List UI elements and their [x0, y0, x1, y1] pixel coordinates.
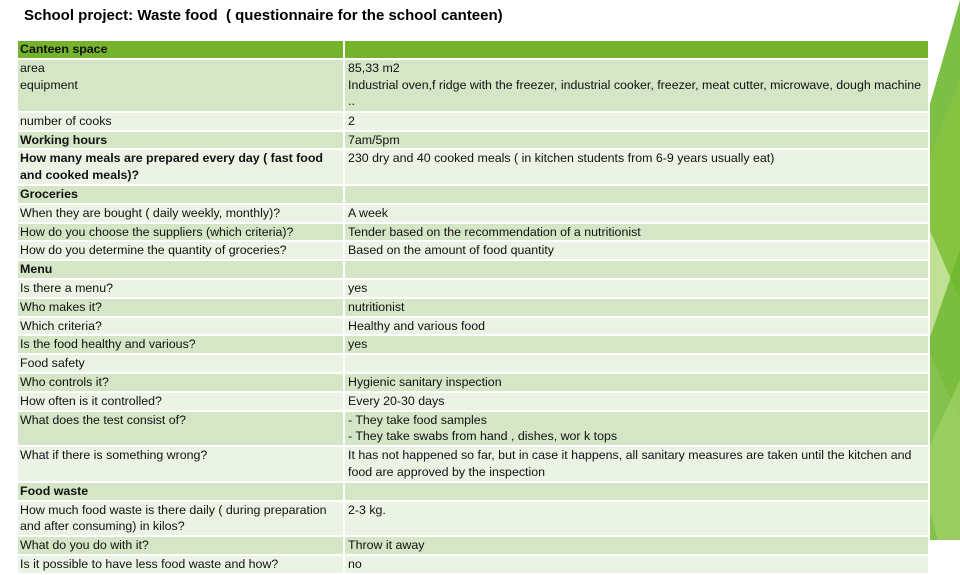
- answer-cell: 85,33 m2 Industrial oven,f ridge with the freezer, industrial cooker, freezer, meat cutter, microwave, dough machine ..: [344, 59, 929, 112]
- question-cell: area equipment: [17, 59, 344, 112]
- question-cell: How often is it controlled?: [17, 392, 344, 411]
- page-title: School project: Waste food ( questionnaire for the school canteen): [24, 7, 503, 24]
- answer-cell: It has not happened so far, but in case it happens, all sanitary measures are taken until the kitchen and food are approved by the inspection: [344, 446, 929, 482]
- question-cell: Is the food healthy and various?: [17, 335, 344, 354]
- table-row: [17, 501, 929, 537]
- answer-cell: Based on the amount of food quantity: [344, 241, 929, 260]
- table-row: [17, 335, 929, 354]
- question-cell: Is there a menu?: [17, 279, 344, 298]
- question-cell: number of cooks: [17, 112, 344, 131]
- table-row: [17, 298, 929, 317]
- table-row: [17, 373, 929, 392]
- answer-cell: [344, 40, 929, 59]
- question-cell: Who makes it?: [17, 298, 344, 317]
- answer-cell: [344, 482, 929, 501]
- questionnaire-table: [16, 39, 930, 575]
- answer-cell: no: [344, 555, 929, 574]
- answer-cell: [344, 260, 929, 279]
- answer-cell: 2: [344, 112, 929, 131]
- answer-cell: nutritionist: [344, 298, 929, 317]
- question-cell: What if there is something wrong?: [17, 446, 344, 482]
- answer-cell: - They take food samples - They take swabs from hand , dishes, wor k tops: [344, 411, 929, 447]
- table-row: [17, 112, 929, 131]
- question-cell: Food safety: [17, 354, 344, 373]
- table-row: [17, 185, 929, 204]
- answer-cell: 7am/5pm: [344, 131, 929, 150]
- table-row: [17, 536, 929, 555]
- question-cell: When they are bought ( daily weekly, monthly)?: [17, 204, 344, 223]
- table-row: [17, 149, 929, 185]
- answer-cell: yes: [344, 335, 929, 354]
- table-row: [17, 392, 929, 411]
- question-cell: How do you determine the quantity of groceries?: [17, 241, 344, 260]
- answer-cell: 230 dry and 40 cooked meals ( in kitchen students from 6-9 years usually eat): [344, 149, 929, 185]
- question-cell: Groceries: [17, 185, 344, 204]
- table-row: [17, 204, 929, 223]
- table-row: [17, 555, 929, 574]
- question-cell: Which criteria?: [17, 317, 344, 336]
- answer-cell: [344, 354, 929, 373]
- table-row: [17, 446, 929, 482]
- question-cell: How much food waste is there daily ( during preparation and after consuming) in kilos?: [17, 501, 344, 537]
- answer-cell: Tender based on the recommendation of a nutritionist: [344, 223, 929, 242]
- table-row: [17, 131, 929, 150]
- table-row: [17, 59, 929, 112]
- table-row: [17, 317, 929, 336]
- answer-cell: 2-3 kg.: [344, 501, 929, 537]
- table-row: [17, 482, 929, 501]
- question-cell: How many meals are prepared every day ( fast food and cooked meals)?: [17, 149, 344, 185]
- table-row: [17, 40, 929, 59]
- answer-cell: A week: [344, 204, 929, 223]
- answer-cell: yes: [344, 279, 929, 298]
- table-row: [17, 223, 929, 242]
- question-cell: Menu: [17, 260, 344, 279]
- answer-cell: Every 20-30 days: [344, 392, 929, 411]
- answer-cell: Throw it away: [344, 536, 929, 555]
- question-cell: What do you do with it?: [17, 536, 344, 555]
- question-cell: What does the test consist of?: [17, 411, 344, 447]
- answer-cell: Hygienic sanitary inspection: [344, 373, 929, 392]
- table-row: [17, 241, 929, 260]
- question-cell: Food waste: [17, 482, 344, 501]
- table-row: [17, 411, 929, 447]
- table-row: [17, 279, 929, 298]
- question-cell: How do you choose the suppliers (which criteria)?: [17, 223, 344, 242]
- answer-cell: Healthy and various food: [344, 317, 929, 336]
- answer-cell: [344, 185, 929, 204]
- question-cell: Is it possible to have less food waste and how?: [17, 555, 344, 574]
- question-cell: Working hours: [17, 131, 344, 150]
- question-cell: Who controls it?: [17, 373, 344, 392]
- question-cell: Canteen space: [17, 40, 344, 59]
- table-row: [17, 354, 929, 373]
- table-row: [17, 260, 929, 279]
